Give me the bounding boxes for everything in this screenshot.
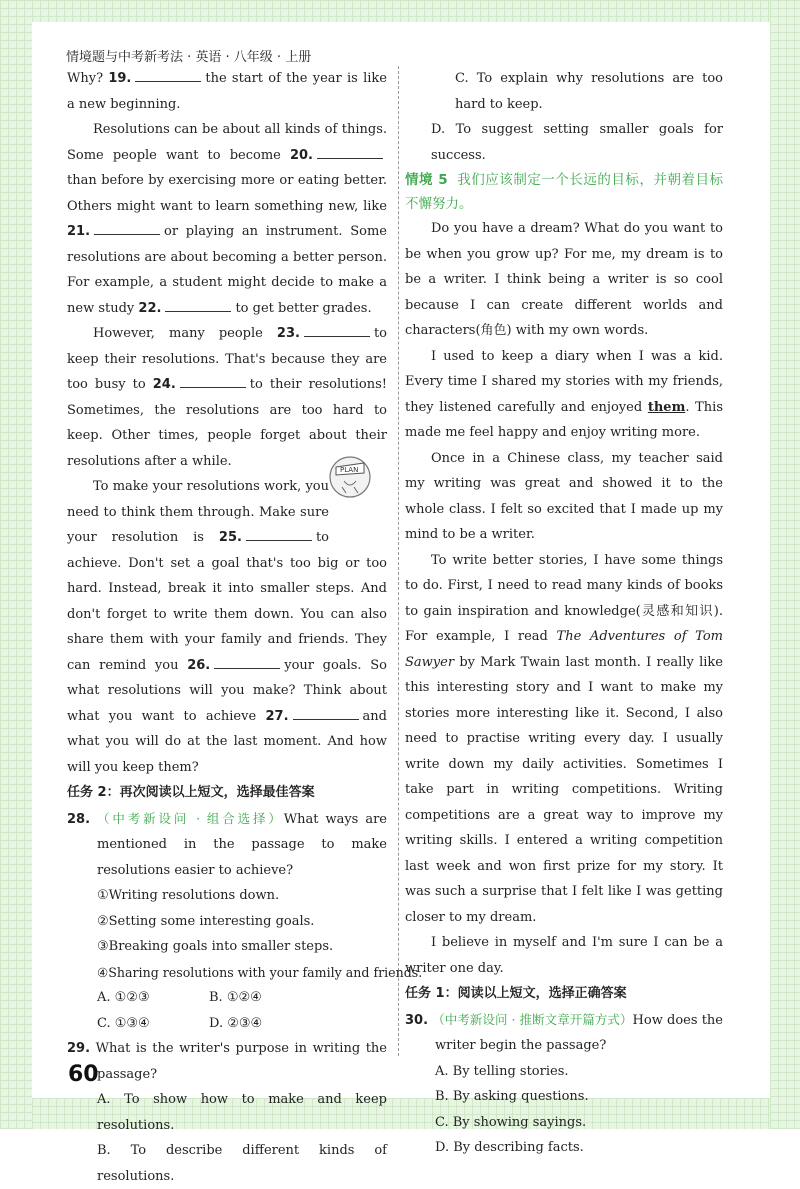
border-top <box>0 0 800 22</box>
q28-options <box>67 985 387 1011</box>
plan-illustration <box>324 447 374 501</box>
task-2-heading: 任务 2：再次阅读以上短文，选择最佳答案 <box>67 785 315 800</box>
q28-item: ②Setting some interesting goals. <box>97 913 315 929</box>
them-highlight: them <box>647 399 686 415</box>
paragraph: To write better stories, I have some things to do. First, I need to read many kinds of books to gain inspiration and knowledge(灵感和知识). For example, I read The Adventures of Tom Sawyer by Mark Twain last month. I really like this interesting story and I want to make my stories more interesting like it. Second, I also need to practise writing every day. I usually write down my daily activities. Sometimes I take part in writing competitions. Writing competitions are a great way to improve my writing skills. I entered a writing competition last week and won first prize for my story. It was such a surprise that I felt like I was getting closer to my dream. <box>405 552 723 925</box>
q30-option-c[interactable]: C. By showing sayings. <box>435 1114 587 1130</box>
blank-24[interactable] <box>180 375 246 388</box>
blank-21[interactable] <box>94 222 160 235</box>
q30-option-d[interactable]: D. By describing facts. <box>435 1140 584 1155</box>
blank-19[interactable] <box>135 69 201 82</box>
book-title: The Adventures of Tom Sawyer <box>405 629 723 670</box>
task-1-heading: 任务 1：阅读以上短文，选择正确答案 <box>405 986 627 1001</box>
paragraph: Resolutions can be about all kinds of things. Some people want to become 20.than before by exercising more or eating better. Others might want to learn something new, like 21. or playing an instrument. Some resolutions are about becoming a better person. For example, a student might decide to make a new study 22. to get better grades. <box>67 122 387 316</box>
blank-23[interactable] <box>304 324 370 337</box>
q29-option-d[interactable]: D. To suggest setting smaller goals for success. <box>431 122 723 163</box>
question-30: 30. （中考新设问 · 推断文章开篇方式）How does the writer begin the passage? <box>405 1011 723 1053</box>
option-b[interactable]: B. ①②④ <box>209 990 262 1005</box>
question-29: 29. What is the writer's purpose in writing the passage? <box>67 1041 387 1082</box>
right-column <box>405 66 723 1161</box>
q28-options <box>67 1011 387 1037</box>
q30-option-b[interactable]: B. By asking questions. <box>435 1089 589 1104</box>
blank-27[interactable] <box>293 707 359 720</box>
left-column <box>67 66 423 1189</box>
page-header: 情境题与中考新考法 · 英语 · 八年级 · 上册 <box>66 50 312 65</box>
border-left <box>0 0 32 1129</box>
blank-22[interactable] <box>165 299 231 312</box>
blank-25[interactable] <box>246 528 312 541</box>
blank-20[interactable] <box>317 146 383 159</box>
paragraph: Once in a Chinese class, my teacher said my writing was great and showed it to the whole class. I felt so excited that I made up my mind to be a writer. <box>405 450 723 542</box>
passage-line: Why? 19. the start of the year is like a new beginning. <box>67 71 387 112</box>
option-a[interactable]: A. ①②③ <box>97 990 150 1005</box>
q30-option-a[interactable]: A. By telling stories. <box>435 1063 569 1079</box>
page-number: 60 <box>68 1062 99 1087</box>
paragraph: However, many people 23. to keep their resolutions. That's because they are too busy to 24. to their resolutions! Sometimes, the resolutions are too hard to keep. Other times, people forget about their resolutions after a while. <box>67 326 388 469</box>
paragraph: To make your resolutions work, you need to think them through. Make sure your resolution is 25. to achieve. Don't set a goal that's too big or too hard. Instead, break it into smaller steps. And don't forget to write them down. You can also share them with your family and friends. They can remind you 26. your goals. So what resolutions will you make? Think about what you want to achieve 27. and what you will do at the last moment. And how will you keep them? <box>67 474 387 780</box>
q29-option-a[interactable]: A. To show how to make and keep resolutions. <box>97 1092 387 1133</box>
q28-item: ①Writing resolutions down. <box>97 888 280 903</box>
option-c[interactable]: C. ①③④ <box>97 1015 150 1031</box>
q28-item: ③Breaking goals into smaller steps. <box>97 939 334 954</box>
border-right <box>770 0 800 1129</box>
scene-5-intro: 情境 5 我们应该制定一个长远的目标，并朝着目标不懈努力。 <box>405 172 724 212</box>
q28-item: ④Sharing resolutions with your family and friends. <box>97 964 423 980</box>
question-28: 28. （中考新设问 · 组合选择）What ways are mentioned in the passage to make resolutions easier to achieve? <box>67 810 387 878</box>
plan-label: PLAN <box>340 466 359 474</box>
option-d[interactable]: D. ②③④ <box>209 1015 263 1031</box>
column-divider <box>398 66 399 1056</box>
q29-option-c[interactable]: C. To explain why resolutions are too hard to keep. <box>455 71 723 112</box>
blank-26[interactable] <box>214 656 280 669</box>
q29-option-b[interactable]: B. To describe different kinds of resolutions. <box>97 1143 387 1184</box>
paragraph: Do you have a dream? What do you want to be when you grow up? For me, my dream is to be a writer. I think being a writer is so cool because I can create different worlds and characters(角色) with my own words. <box>405 221 723 338</box>
paragraph: I used to keep a diary when I was a kid. Every time I shared my stories with my friends, they listened carefully and enjoyed them. This made me feel happy and enjoy writing more. <box>405 348 724 440</box>
paragraph: I believe in myself and I'm sure I can be a writer one day. <box>405 935 723 976</box>
